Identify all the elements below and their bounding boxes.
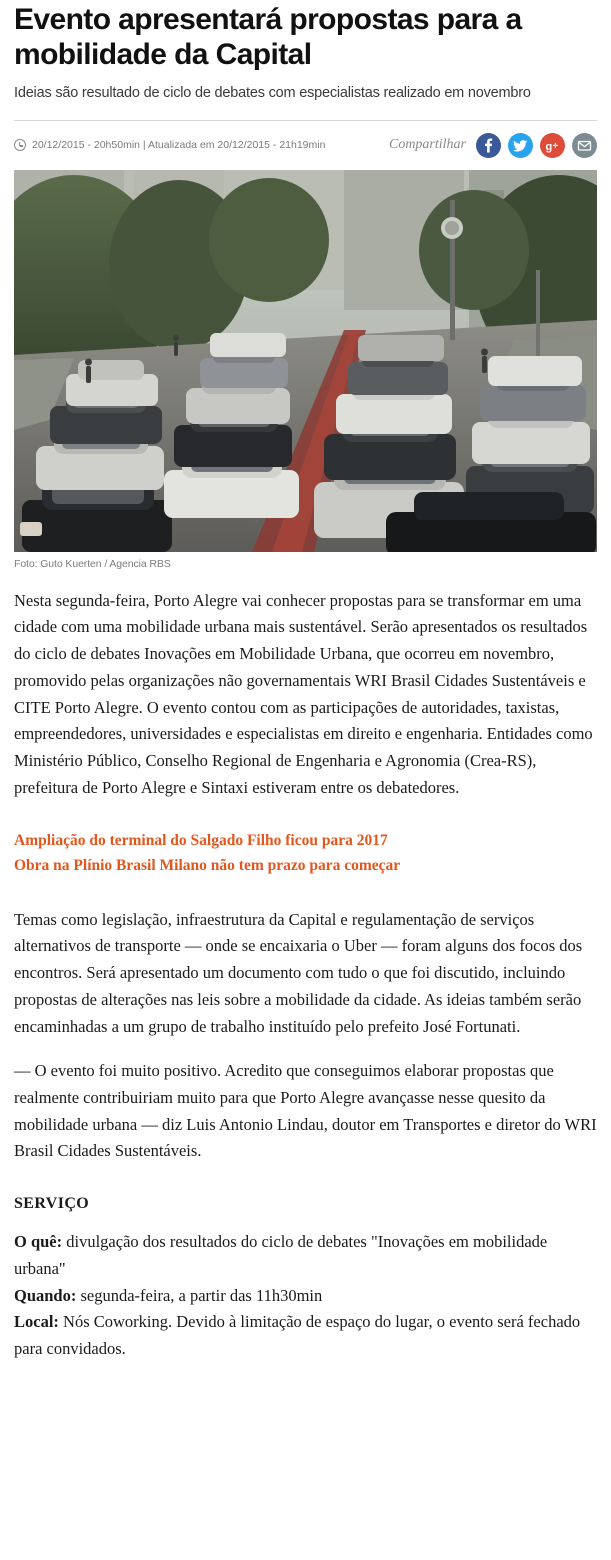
facebook-share-icon[interactable] bbox=[476, 133, 501, 158]
share-label: Compartilhar bbox=[388, 137, 466, 153]
service-item-1-label: O quê: bbox=[14, 1232, 63, 1252]
timestamp-group bbox=[14, 139, 325, 151]
article-paragraph-1: Nesta segunda-feira, Porto Alegre vai conhecer propostas para se transformar em uma cidade com uma mobilidade urbana mais sustentável. Serão apresentados os resultados do ciclo de debates Inovações em Mobilidade Urbana, que ocorreu em novembro, promovido pelas organizações não governamentais WRI Brasil Cidades Sustentáveis e CITE Porto Alegre. O evento contou com as participações de autoridades, taxistas, empreendedores, universidades e especialistas em direito e engenharia. Entidades como Ministério Público, Conselho Regional de Engenharia e Agronomia (Crea-RS), prefeitura de Porto Alegre e Sintaxi estiveram entre os debatedores. bbox=[14, 590, 593, 797]
clock-icon bbox=[14, 139, 26, 151]
service-item-3-label: Local: bbox=[14, 1312, 59, 1332]
email-share-icon[interactable] bbox=[572, 133, 597, 158]
service-item-3 bbox=[14, 1309, 597, 1362]
google-plus-share-icon[interactable] bbox=[540, 133, 565, 158]
article-timestamp: 20/12/2015 - 20h50min | Atualizada em 20/12/2015 - 21h19min bbox=[32, 139, 326, 152]
service-item-1-value: divulgação dos resultados do ciclo de debates "Inovações em mobilidade urbana" bbox=[14, 1232, 548, 1278]
article-meta-bar bbox=[14, 120, 597, 158]
article-paragraph-3: — O evento foi muito positivo. Acredito que conseguimos elaborar propostas que realmente contribuiriam muito para que Porto Alegre avançasse nesse quesito da mobilidade urbana — diz Luis Antonio Lindau, doutor em Transportes e diretor do WRI Brasil Cidades Sustentáveis. bbox=[14, 1061, 597, 1161]
page-title: Evento apresentará propostas para a mobilidade da Capital bbox=[14, 3, 522, 72]
service-item-3-value: Nós Coworking. Devido à limitação de espaço do lugar, o evento será fechado para convidados. bbox=[14, 1312, 581, 1358]
service-item-2-label: Quando: bbox=[14, 1285, 77, 1305]
related-links bbox=[14, 828, 597, 879]
photo-caption: Foto: Guto Kuerten / Agencia RBS bbox=[14, 557, 171, 570]
related-link-1[interactable]: Ampliação do terminal do Salgado Filho ficou para 2017 bbox=[14, 831, 388, 849]
svg-text:+: + bbox=[552, 140, 559, 152]
related-link-2[interactable]: Obra na Plínio Brasil Milano não tem prazo para começar bbox=[14, 857, 401, 875]
article-subheadline: Ideias são resultado de ciclo de debates com especialistas realizado em novembro bbox=[14, 85, 531, 102]
twitter-share-icon[interactable] bbox=[508, 133, 533, 158]
article-photo bbox=[14, 170, 597, 552]
share-group bbox=[389, 133, 597, 158]
service-heading: SERVIÇO bbox=[14, 1195, 90, 1213]
service-item-2-value: segunda-feira, a partir das 11h30min bbox=[80, 1285, 323, 1305]
service-item-1 bbox=[14, 1229, 597, 1282]
article-paragraph-2: Temas como legislação, infraestrutura da Capital e regulamentação de serviços alternativos de transporte — onde se encaixaria o Uber — foram alguns dos focos dos encontros. Será apresentado um documento com tudo o que foi discutido, incluindo propostas de alterações nas leis sobre a mobilidade da cidade. As ideias também serão encaminhadas a um grupo de trabalho instituído pelo prefeito José Fortunati. bbox=[14, 909, 583, 1036]
svg-text:g: g bbox=[545, 140, 553, 153]
service-details bbox=[14, 1229, 597, 1363]
service-item-2 bbox=[14, 1283, 597, 1310]
